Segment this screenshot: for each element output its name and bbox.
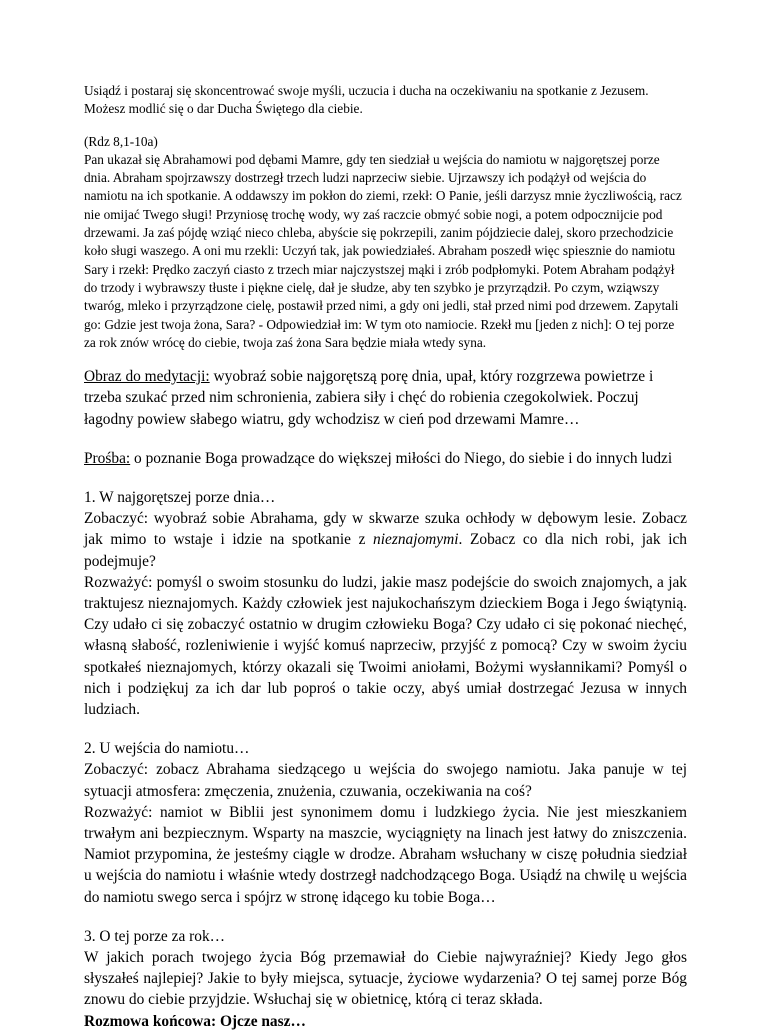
request-text: o poznanie Boga prowadzące do większej miłości do Niego, do siebie i do innych ludzi: [130, 449, 673, 467]
point-3-title: 3. O tej porze za rok…: [84, 927, 226, 945]
point-3-text: W jakich porach twojego życia Bóg przemawiał do Ciebie najwyraźniej? Kiedy Jego głos słyszałeś najlepiej? Jakie to były miejsca, sytuacje, życiowe wydarzenia? O tej samej porze Bóg znowu do ciebie przyjdzie. Wsłuchaj się w obietnicę, którą ci teraz składa.: [84, 949, 687, 1009]
point-1-reflect: Rozważyć: pomyśl o swoim stosunku do ludzi, jakie masz podejście do swoich znajomych, a jak traktujesz nieznajomych. Każdy człowiek jest najukochańszym dzieckiem Boga i Jego świątynią. Czy udało ci się zobaczyć ostatnio w drugim człowieku Boga? Czy udało ci się pokonać niechęć, własną słabość, rozleniwienie i wyjść komuś naprzeciw, przyjść z pomocą? Czy w swoim życiu spotkałeś nieznajomych, którzy okazali się Twoimi aniołami, Bożymi wysłannikami? Pomyśl o nich i podziękuj za ich dar lub poproś o takie oczy, abyś umiał dostrzegać Jezusa w innych ludziach.: [84, 573, 687, 718]
scripture-reference: (Rdz 8,1-10a): [84, 133, 158, 149]
point-2-see: Zobaczyć: zobacz Abrahama siedzącego u wejścia do swojego namiotu. Jaka panuje w tej sytuacji atmosfera: zmęczenia, znużenia, czuwania, oczekiwania na coś?: [84, 761, 687, 800]
document-page: [84, 82, 687, 1032]
closing-prayer: Rozmowa końcowa: Ojcze nasz…: [84, 1012, 306, 1030]
point-1-see-emphasis: nieznajomymi: [373, 531, 459, 549]
request-label: Prośba:: [84, 449, 131, 467]
point-2-title: 2. U wejścia do namiotu…: [84, 740, 250, 758]
intro-paragraph: Usiądź i postaraj się skoncentrować swoje myśli, uczucia i ducha na oczekiwaniu na spotkanie z Jezusem. Możesz modlić się o dar Ducha Świętego dla ciebie.: [84, 83, 649, 117]
point-2-reflect: Rozważyć: namiot w Biblii jest synonimem domu i ludzkiego życia. Nie jest mieszkaniem trwałym ani bezpiecznym. Wsparty na maszcie, wyciągnięty na linach jest łatwy do zniszczenia. Namiot przypomina, że jesteśmy ciągle w drodze. Abraham wsłuchany w ciszę południa siedział u wejścia do namiotu i właśnie wtedy dostrzegł nadchodzącego Boga. Usiądź na chwilę u wejścia do namiotu swego serca i spójrz w stronę idącego ku tobie Boga…: [84, 803, 687, 906]
request-paragraph: [84, 448, 687, 469]
scripture-text: Pan ukazał się Abrahamowi pod dębami Mamre, gdy ten siedział u wejścia do namiotu w najgorętszej porze dnia. Abraham spojrzawszy dostrzegł trzech ludzi naprzeciw siebie. Ujrzawszy ich podążył od wejścia do namiotu na ich spotkanie. A oddawszy im pokłon do ziemi, rzekł: O Panie, jeśli darzysz mnie życzliwością, racz nie omijać Twego sługi! Przyniosę trochę wody, wy zaś raczcie obmyć sobie nogi, a potem odpocznijcie pod drzewami. Ja zaś pójdę wziąć nieco chleba, abyście się pokrzepili, zanim pójdziecie dalej, skoro przechodzicie koło sługi waszego. A oni mu rzekli: Uczyń tak, jak powiedziałeś. Abraham poszedł więc spiesznie do namiotu Sary i rzekł: Prędko zaczyń ciasto z trzech miar najczystszej mąki i zrób podpłomyki. Potem Abraham podążył do trzody i wybrawszy tłuste i piękne cielę, dał je słudze, aby ten szybko je przyrządził. Po czym, wziąwszy twaróg, mleko i przyrządzone cielę, postawił przed nimi, a gdy oni jedli, stał przed nimi pod drzewem. Zapytali go: Gdzie jest twoja żona, Sara? - Odpowiedział im: W tym oto namiocie. Rzekł mu [jeden z nich]: O tej porze za rok znów wrócę do ciebie, twoja zaś żona Sara będzie miała wtedy syna.: [84, 151, 682, 350]
point-1-see: [84, 508, 687, 572]
point-1-see-pre: Zobaczyć: wyobraź sobie Abrahama, gdy w skwarze szuka ochłody w dębowym lesie. Zobacz jak mimo to wstaje i idzie na spotkanie z: [84, 510, 687, 549]
point-1-see-post: . Zobacz co dla nich robi, jak ich podejmuje?: [84, 531, 688, 570]
point-1-title: 1. W najgorętszej porze dnia…: [84, 488, 276, 506]
meditation-image-paragraph: [84, 366, 687, 430]
meditation-image-label: Obraz do medytacji:: [84, 368, 210, 386]
meditation-image-text: wyobraź sobie najgorętszą porę dnia, upał, który rozgrzewa powietrze i trzeba szukać przed nim schronienia, zabiera siły i chęć do robienia czegokolwiek. Poczuj łagodny powiew słabego wiatru, gdy wchodzisz w cień pod drzewami Mamre…: [84, 368, 654, 428]
